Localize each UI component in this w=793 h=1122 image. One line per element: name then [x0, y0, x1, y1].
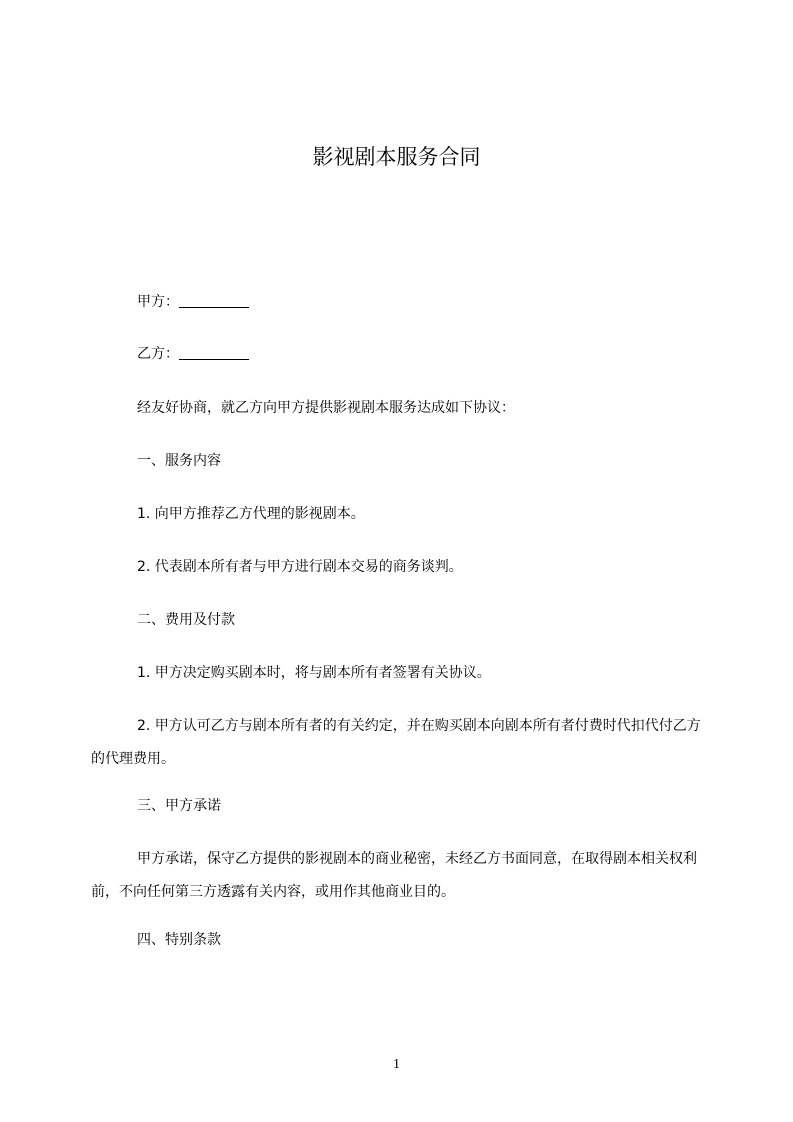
intro-text: 经友好协商，就乙方向甲方提供影视剧本服务达成如下协议：: [137, 400, 515, 416]
section-2-item-1: 1. 甲方决定购买剧本时，将与剧本所有者签署有关协议。: [137, 665, 491, 681]
party-a-blank: [179, 292, 249, 308]
document-title: 影视剧本服务合同: [312, 145, 481, 169]
section-4-heading: 四、特别条款: [137, 932, 221, 948]
party-a-label: 甲方：: [137, 294, 179, 310]
section-1-item-2: 2. 代表剧本所有者与甲方进行剧本交易的商务谈判。: [137, 559, 463, 575]
section-3-heading: 三、甲方承诺: [137, 798, 221, 814]
section-2-item-2: 2. 甲方认可乙方与剧本所有者的有关约定，并在购买剧本向剧本所有者付费时代扣代付乙方的代理费用。: [91, 718, 701, 767]
section-3-body: 甲方承诺，保守乙方提供的影视剧本的商业秘密，未经乙方书面同意，在取得剧本相关权利前，不向任何第三方透露有关内容，或用作其他商业目的。: [91, 851, 697, 900]
party-a-line: [137, 292, 249, 312]
party-b-blank: [179, 344, 249, 360]
section-2-heading: 二、费用及付款: [137, 612, 235, 628]
section-1-item-1: 1. 向甲方推荐乙方代理的影视剧本。: [137, 506, 365, 522]
party-b-label: 乙方：: [137, 346, 179, 362]
section-1-heading: 一、服务内容: [137, 453, 221, 469]
party-b-line: [137, 344, 249, 364]
page-number: 1: [393, 1057, 400, 1072]
